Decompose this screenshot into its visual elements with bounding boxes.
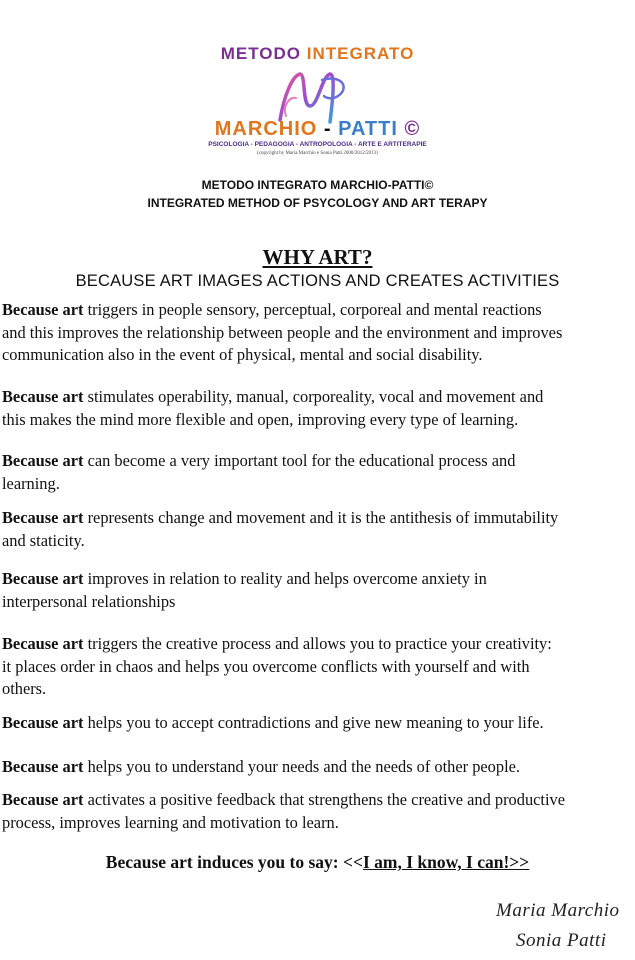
paragraph-6: Because art triggers the creative process and allows you to practice your creativity: it places order in chaos and helps you overcome conflicts with yourself and with others. bbox=[2, 634, 552, 698]
paragraph-2: Because art stimulates operability, manual, corporeality, vocal and movement and this makes the mind more flexible and open, improving every type of learning. bbox=[2, 387, 544, 429]
logo-copyright: (copyright by Maria Marchio e Sonia Patti 2000/2012/2013) bbox=[257, 151, 378, 156]
paragraph-lead: Because art bbox=[2, 300, 84, 319]
paragraph-lead: Because art bbox=[2, 713, 84, 732]
paragraph-8: Because art helps you to understand your needs and the needs of other people. bbox=[2, 757, 520, 776]
logo-name-separator: - bbox=[317, 118, 339, 140]
logo-name-marchio: MARCHIO bbox=[214, 118, 318, 140]
paragraph-5: Because art improves in relation to reality and helps overcome anxiety in interpersonal relationships bbox=[2, 569, 487, 611]
signature-sonia-patti: Sonia Patti bbox=[516, 930, 607, 951]
header-line-2: INTEGRATED METHOD OF PSYCOLOGY AND ART TERAPY bbox=[147, 196, 488, 210]
logo-name bbox=[0, 118, 635, 141]
paragraph-1: Because art triggers in people sensory, perceptual, corporeal and mental reactions and this improves the relationship between people and the environment and improves communication also in the event of physical, mental and social disability. bbox=[2, 300, 563, 364]
paragraph-lead: Because art bbox=[2, 387, 84, 406]
paragraph-4: Because art represents change and movement and it is the antithesis of immutability and staticity. bbox=[2, 508, 559, 550]
paragraph-lead: Because art bbox=[2, 634, 84, 653]
closing-prefix: Because art induces you to say: << bbox=[105, 852, 363, 872]
logo-word-integrato: INTEGRATO bbox=[306, 44, 415, 63]
page-subtitle: BECAUSE ART IMAGES ACTIONS AND CREATES ACTIVITIES bbox=[75, 272, 560, 290]
closing-statement bbox=[0, 852, 635, 873]
paragraph-lead: Because art bbox=[2, 508, 84, 527]
logo-name-patti: PATTI bbox=[338, 118, 398, 140]
logo-copyright-symbol: © bbox=[404, 118, 421, 140]
paragraph-lead: Because art bbox=[2, 451, 84, 470]
paragraph-lead: Because art bbox=[2, 569, 84, 588]
logo-disciplines: PSICOLOGIA - PEDAGOGIA - ANTROPOLOGIA - ARTE E ARTITERAPIE bbox=[208, 141, 427, 148]
paragraph-7: Because art helps you to accept contradictions and give new meaning to your life. bbox=[2, 713, 544, 732]
logo-title bbox=[0, 44, 635, 64]
paragraph-lead: Because art bbox=[2, 757, 84, 776]
signature-maria-marchio: Maria Marchio bbox=[496, 900, 620, 921]
paragraph-3: Because art can become a very important tool for the educational process and learning. bbox=[2, 451, 516, 493]
metodo-integrato-logo bbox=[0, 40, 635, 165]
paragraph-lead: Because art bbox=[2, 790, 84, 809]
paragraph-9: Because art activates a positive feedback that strengthens the creative and productive process, improves learning and motivation to learn. bbox=[2, 790, 565, 832]
header-line-1: METODO INTEGRATO MARCHIO-PATTI© bbox=[201, 178, 434, 192]
page-title: WHY ART? bbox=[262, 245, 373, 269]
closing-quote: I am, I know, I can!>> bbox=[362, 852, 530, 872]
logo-word-metodo: METODO bbox=[220, 44, 302, 63]
